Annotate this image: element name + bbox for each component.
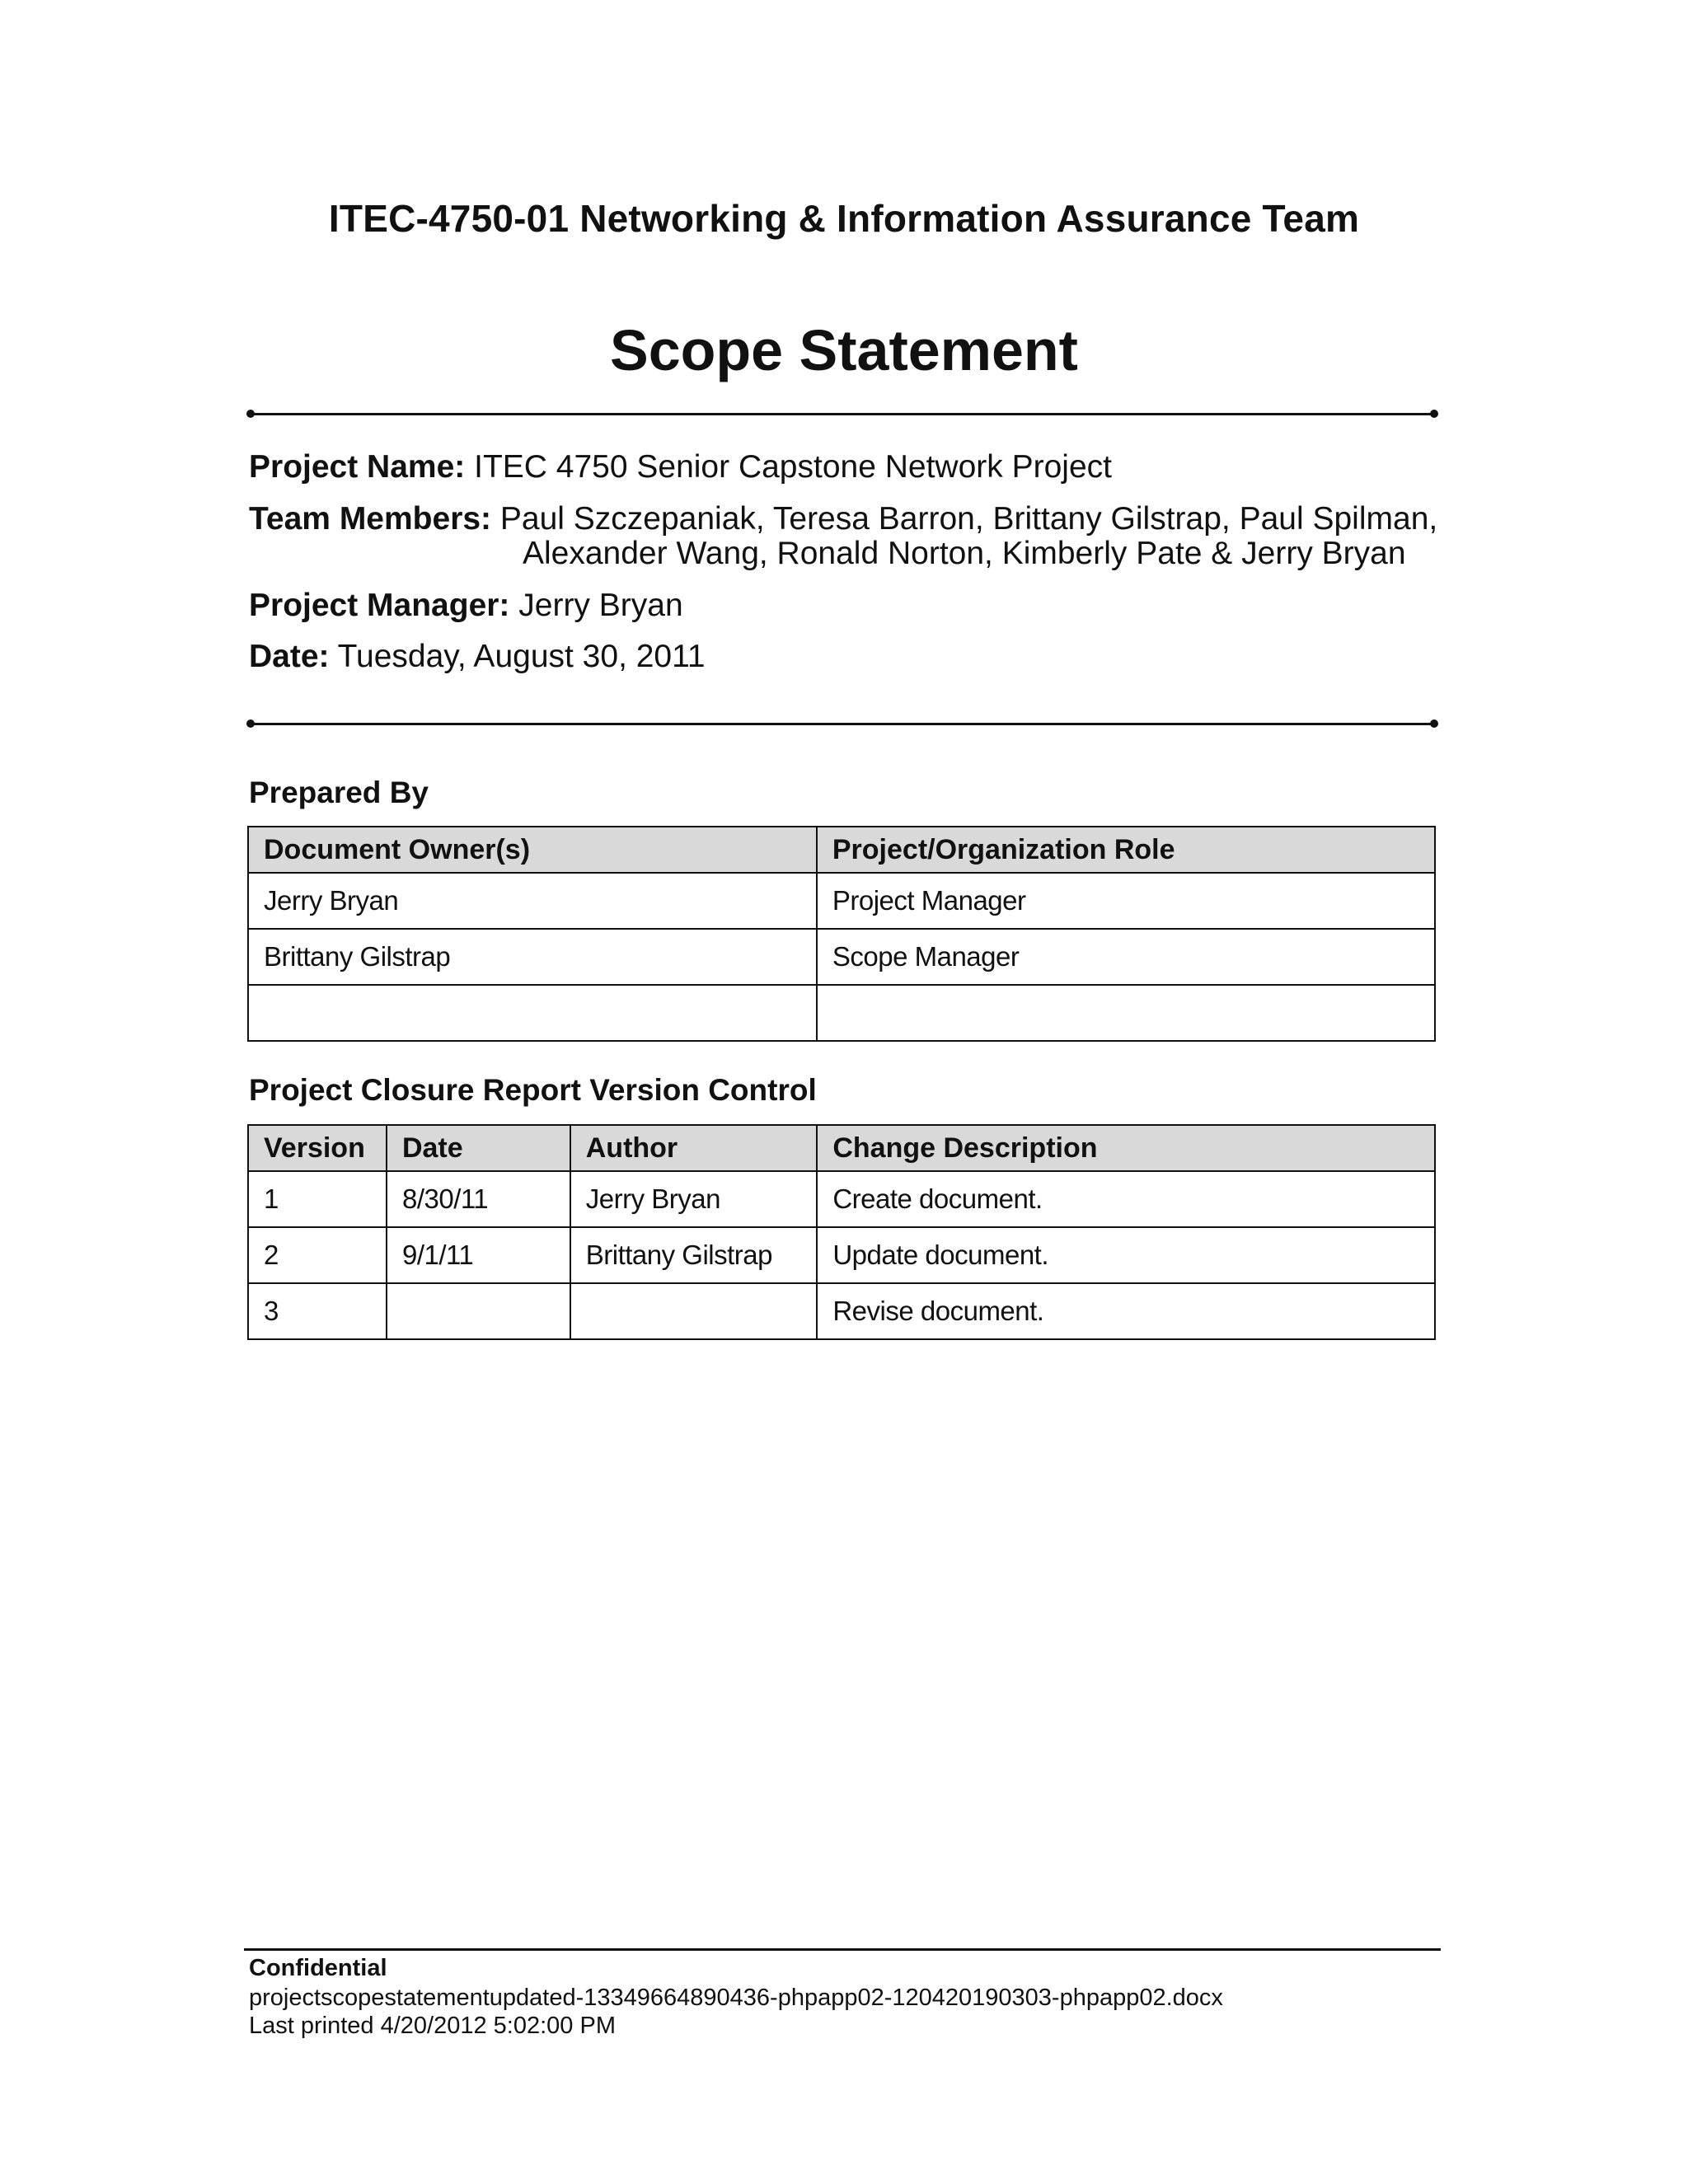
project-manager-field	[249, 588, 683, 624]
change-description-cell: Revise document.	[817, 1283, 1435, 1339]
column-header: Author	[570, 1125, 818, 1171]
prepared-by-heading: Prepared By	[249, 776, 429, 809]
table-row	[248, 929, 1435, 985]
date-cell: 9/1/11	[387, 1227, 570, 1283]
footer-last-printed: Last printed 4/20/2012 5:02:00 PM	[249, 2013, 616, 2039]
column-header: Project/Organization Role	[817, 827, 1435, 873]
header-divider-bottom	[251, 723, 1434, 725]
author-cell	[570, 1283, 818, 1339]
owner-cell: Brittany Gilstrap	[248, 929, 817, 985]
document-title: Scope Statement	[610, 318, 1078, 382]
table-row	[248, 1171, 1435, 1227]
author-cell: Brittany Gilstrap	[570, 1227, 818, 1283]
table-header-row	[248, 1125, 1435, 1171]
role-cell: Project Manager	[817, 873, 1435, 929]
organization-title: ITEC-4750-01 Networking & Information Assurance Team	[328, 197, 1360, 240]
table-row	[248, 873, 1435, 929]
team-members-field	[249, 501, 1437, 537]
team-members-label: Team Members:	[249, 501, 492, 537]
column-header: Version	[248, 1125, 387, 1171]
version-cell: 1	[248, 1171, 387, 1227]
team-members-line-2	[523, 536, 1406, 572]
project-name-field	[249, 449, 1112, 485]
column-header: Change Description	[817, 1125, 1435, 1171]
owner-cell	[248, 985, 817, 1041]
table-row	[248, 985, 1435, 1041]
owner-cell: Jerry Bryan	[248, 873, 817, 929]
date-cell: 8/30/11	[387, 1171, 570, 1227]
date-value: Tuesday, August 30, 2011	[337, 639, 706, 674]
project-name-value: ITEC 4750 Senior Capstone Network Project	[474, 449, 1112, 485]
team-members-line-2-text: Alexander Wang, Ronald Norton, Kimberly Pate & Jerry Bryan	[523, 536, 1406, 571]
table-row	[248, 1227, 1435, 1283]
role-cell	[817, 985, 1435, 1041]
column-header: Date	[387, 1125, 570, 1171]
date-label: Date:	[249, 639, 330, 674]
date-field	[249, 639, 706, 675]
change-description-cell: Update document.	[817, 1227, 1435, 1283]
footer-filename: projectscopestatementupdated-13349664890436-phpapp02-120420190303-phpapp02.docx	[249, 1985, 1223, 2011]
project-manager-value: Jerry Bryan	[518, 588, 683, 623]
role-cell: Scope Manager	[817, 929, 1435, 985]
team-members-line-1: Paul Szczepaniak, Teresa Barron, Brittany Gilstrap, Paul Spilman,	[499, 501, 1438, 537]
table-header-row	[248, 827, 1435, 873]
footer-confidential: Confidential	[249, 1955, 387, 1981]
project-manager-label: Project Manager:	[249, 588, 510, 623]
header-divider-top	[251, 413, 1434, 415]
prepared-by-table	[247, 826, 1436, 1042]
version-control-table	[247, 1124, 1436, 1340]
author-cell: Jerry Bryan	[570, 1171, 818, 1227]
column-header: Document Owner(s)	[248, 827, 817, 873]
table-row	[248, 1283, 1435, 1339]
version-cell: 3	[248, 1283, 387, 1339]
change-description-cell: Create document.	[817, 1171, 1435, 1227]
version-control-heading: Project Closure Report Version Control	[249, 1073, 817, 1107]
version-cell: 2	[248, 1227, 387, 1283]
project-name-label: Project Name:	[249, 449, 466, 485]
date-cell	[387, 1283, 570, 1339]
footer-divider	[244, 1948, 1441, 1951]
